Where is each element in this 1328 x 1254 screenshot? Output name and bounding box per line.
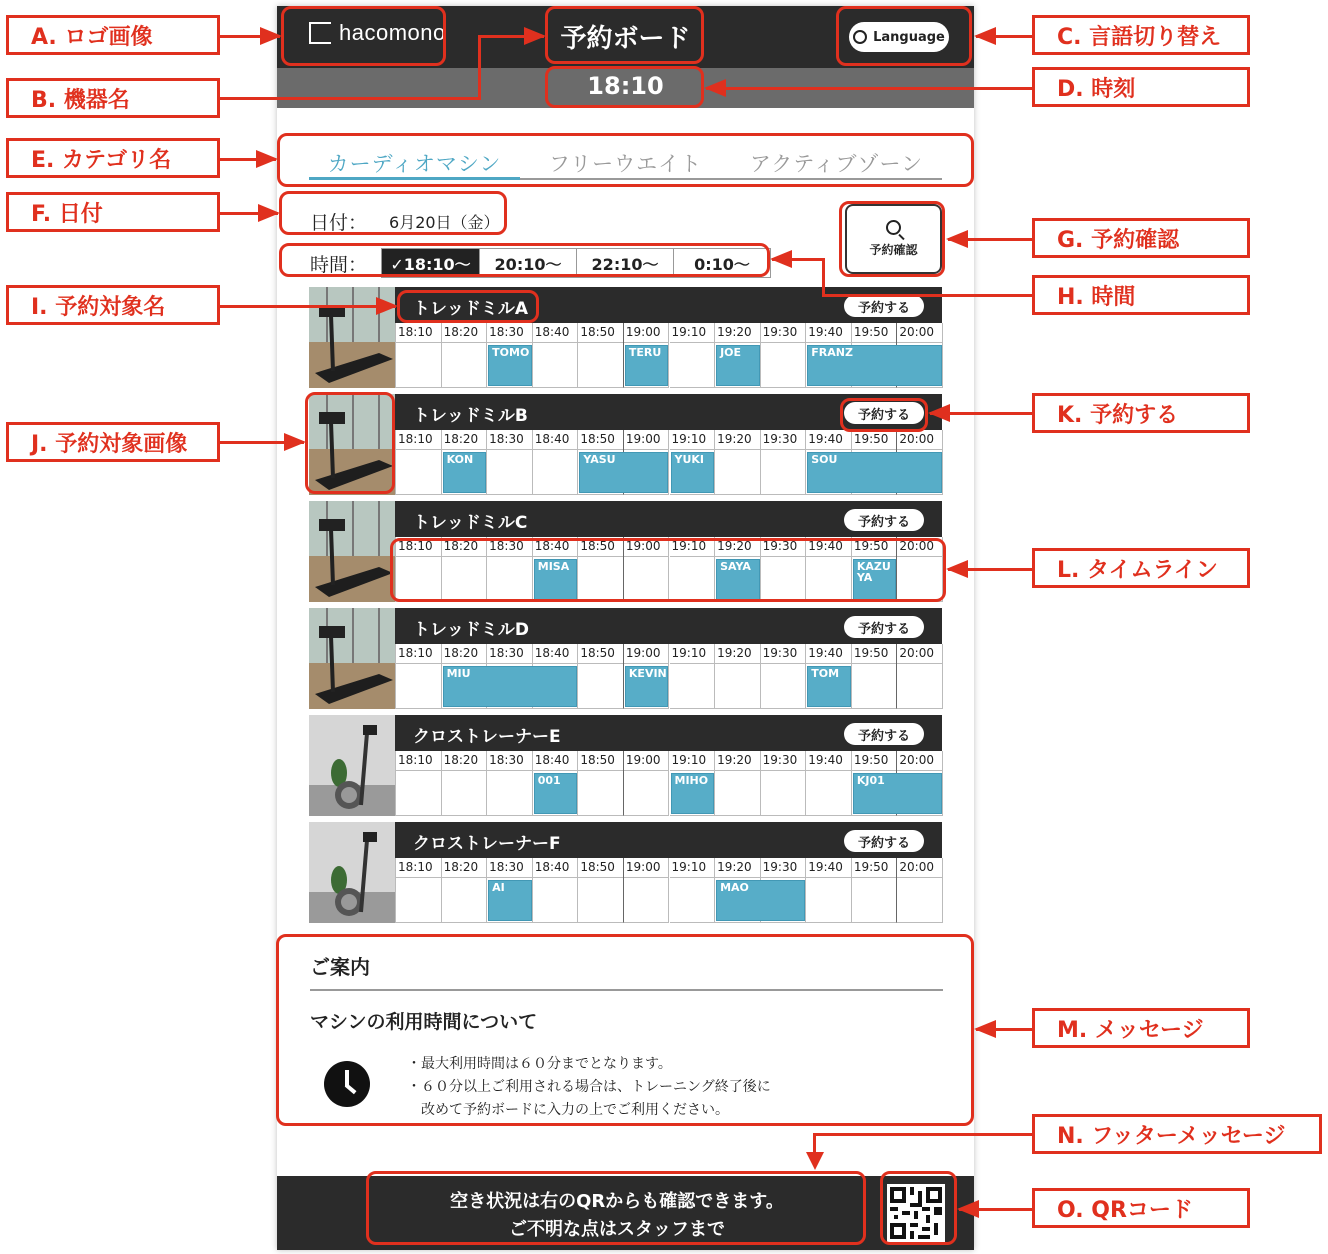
machine-name: トレッドミルA bbox=[413, 299, 528, 319]
notice-line: 改めて予約ボードに入力の上でご利用ください。 bbox=[407, 1102, 729, 1118]
annotation-d: D. 時刻 bbox=[1032, 67, 1250, 107]
machine-header bbox=[395, 501, 942, 537]
footer-line-2: ご不明な点はスタッフまで bbox=[509, 1219, 725, 1240]
booking-block[interactable]: MIHO bbox=[671, 773, 715, 814]
time-slot[interactable] bbox=[670, 644, 716, 709]
arrow-o bbox=[959, 1208, 1032, 1211]
slot-time-label: 19:30 bbox=[762, 432, 798, 446]
time-slot[interactable] bbox=[761, 644, 807, 709]
slot-time-label: 18:50 bbox=[580, 646, 615, 660]
notice-line: ・最大利用時間は６０分までとなります。 bbox=[407, 1056, 672, 1072]
time-filter-label: 時間： bbox=[310, 253, 368, 276]
timeline bbox=[395, 430, 942, 495]
time-option-0010[interactable]: 0:10〜 bbox=[673, 249, 770, 277]
highlight-board-title bbox=[545, 6, 704, 64]
time-slot[interactable] bbox=[715, 751, 761, 816]
time-slot[interactable] bbox=[442, 323, 488, 388]
highlight-logo bbox=[281, 6, 446, 66]
annotation-o: O. QRコード bbox=[1032, 1188, 1250, 1228]
time-slot[interactable] bbox=[852, 644, 898, 709]
time-slot[interactable] bbox=[670, 323, 716, 388]
arrow-e bbox=[220, 158, 276, 161]
slot-time-label: 18:30 bbox=[489, 860, 524, 874]
time-slot[interactable] bbox=[578, 751, 624, 816]
slot-time-label: 19:50 bbox=[853, 325, 889, 339]
slot-time-label: 18:10 bbox=[398, 753, 433, 767]
reserve-button[interactable]: 予約する bbox=[844, 616, 924, 638]
slot-time-label: 18:40 bbox=[534, 860, 570, 874]
slot-time-label: 19:00 bbox=[625, 753, 661, 767]
cross-trainer-image bbox=[309, 822, 395, 923]
annotation-j: J. 予約対象画像 bbox=[6, 422, 220, 462]
time-slot[interactable] bbox=[761, 751, 807, 816]
time-slot[interactable] bbox=[396, 751, 442, 816]
booking-block[interactable]: MAO bbox=[716, 880, 805, 921]
slot-time-label: 18:10 bbox=[398, 325, 433, 339]
slot-time-label: 19:50 bbox=[853, 753, 889, 767]
annotation-a: A. ロゴ画像 bbox=[6, 15, 220, 55]
slot-time-label: 20:00 bbox=[899, 432, 934, 446]
reserve-button[interactable]: 予約する bbox=[844, 295, 924, 317]
slot-time-label: 19:20 bbox=[717, 646, 752, 660]
slot-time-label: 18:50 bbox=[580, 753, 615, 767]
slot-time-label: 19:40 bbox=[808, 539, 843, 553]
arrow-b-h bbox=[218, 97, 480, 100]
notice-subtitle: マシンの利用時間について bbox=[310, 1011, 538, 1033]
slot-time-label: 18:20 bbox=[443, 860, 479, 874]
slot-time-label: 19:50 bbox=[853, 646, 889, 660]
slot-time-label: 19:40 bbox=[808, 432, 843, 446]
reserve-button[interactable]: 予約する bbox=[844, 830, 924, 852]
highlight-footer-message bbox=[366, 1171, 866, 1245]
time-slot[interactable] bbox=[578, 323, 624, 388]
reserve-button[interactable]: 予約する bbox=[844, 723, 924, 745]
booking-block[interactable]: KJ01 bbox=[853, 773, 942, 814]
annotation-c: C. 言語切り替え bbox=[1032, 15, 1250, 55]
tab-free-weight[interactable]: フリーウエイト bbox=[548, 152, 703, 176]
time-slot[interactable] bbox=[442, 858, 488, 923]
arrow-n-head bbox=[806, 1152, 824, 1170]
notice-line: ・６０分以上ご利用される場合は、トレーニング終了後に bbox=[407, 1079, 771, 1095]
slot-time-label: 20:00 bbox=[899, 325, 934, 339]
language-label: Language bbox=[873, 29, 945, 45]
highlight-reserve-button bbox=[840, 398, 928, 432]
highlight-machine-image bbox=[305, 392, 395, 494]
board-title: 予約ボード bbox=[560, 24, 691, 54]
slot-time-label: 18:50 bbox=[580, 860, 615, 874]
machine-name: クロストレーナーF bbox=[413, 834, 561, 854]
booking-block[interactable]: TOM bbox=[807, 666, 851, 707]
booking-block[interactable]: 001 bbox=[534, 773, 578, 814]
time-option-2210[interactable]: 22:10〜 bbox=[576, 249, 673, 277]
slot-time-label: 19:30 bbox=[762, 539, 798, 553]
slot-time-label: 20:00 bbox=[899, 539, 934, 553]
arrow-h-h bbox=[822, 294, 1032, 297]
arrow-f bbox=[220, 212, 278, 215]
arrow-g bbox=[948, 238, 1032, 241]
time-slot[interactable] bbox=[624, 858, 670, 923]
slot-time-label: 19:00 bbox=[625, 860, 661, 874]
slot-time-label: 18:10 bbox=[398, 646, 433, 660]
date-label: 日付： bbox=[310, 212, 368, 234]
arrow-c bbox=[976, 35, 1032, 38]
machine-header bbox=[395, 822, 942, 858]
annotation-h: H. 時間 bbox=[1032, 275, 1250, 315]
slot-time-label: 18:10 bbox=[398, 860, 433, 874]
time-option-1810[interactable]: ✓18:10〜 bbox=[382, 249, 479, 277]
slot-time-label: 20:00 bbox=[899, 860, 934, 874]
machine-header bbox=[395, 715, 942, 751]
arrow-h-head bbox=[772, 258, 824, 261]
slot-time-label: 19:20 bbox=[717, 325, 752, 339]
current-time: 18:10 bbox=[587, 72, 664, 100]
time-slot[interactable] bbox=[487, 751, 533, 816]
booking-block[interactable]: MISA bbox=[534, 559, 578, 600]
slot-time-label: 19:40 bbox=[808, 753, 843, 767]
slot-time-label: 18:50 bbox=[580, 325, 615, 339]
slot-time-label: 18:30 bbox=[489, 753, 524, 767]
footer-line-1: 空き状況は右のQRからも確認できます。 bbox=[450, 1191, 784, 1212]
slot-time-label: 19:20 bbox=[717, 432, 752, 446]
reserve-button[interactable]: 予約する bbox=[844, 402, 924, 424]
slot-time-label: 18:40 bbox=[534, 646, 570, 660]
slot-time-label: 19:40 bbox=[808, 325, 843, 339]
highlight-time-filter bbox=[279, 243, 770, 277]
machine-header bbox=[395, 608, 942, 644]
slot-time-label: 19:00 bbox=[625, 325, 661, 339]
slot-time-label: 19:00 bbox=[625, 539, 661, 553]
slot-time-label: 18:20 bbox=[443, 325, 479, 339]
highlight-machine-name bbox=[397, 290, 539, 323]
slot-time-label: 19:00 bbox=[625, 432, 661, 446]
slot-time-label: 18:50 bbox=[580, 539, 615, 553]
machine-name: トレッドミルD bbox=[413, 620, 529, 640]
booking-block[interactable]: MIU bbox=[443, 666, 578, 707]
booking-block[interactable]: YASU bbox=[579, 452, 668, 493]
slot-time-label: 19:30 bbox=[762, 860, 798, 874]
annotation-m: M. メッセージ bbox=[1032, 1008, 1250, 1048]
annotation-b: B. 機器名 bbox=[6, 78, 220, 118]
slot-time-label: 19:10 bbox=[671, 753, 707, 767]
logo-text: hacomono bbox=[339, 20, 446, 45]
slot-time-label: 19:50 bbox=[853, 432, 889, 446]
slot-time-label: 18:20 bbox=[443, 432, 479, 446]
reservation-check-label: 予約確認 bbox=[869, 243, 918, 257]
machine-name: トレッドミルB bbox=[413, 406, 528, 426]
timeline bbox=[395, 751, 942, 816]
time-slot[interactable] bbox=[396, 323, 442, 388]
slot-time-label: 19:00 bbox=[625, 646, 661, 660]
slot-time-label: 18:30 bbox=[489, 432, 524, 446]
slot-time-label: 18:40 bbox=[534, 753, 570, 767]
notice-title: ご案内 bbox=[310, 955, 370, 979]
machine-name: トレッドミルC bbox=[413, 513, 528, 533]
slot-time-label: 19:10 bbox=[671, 646, 707, 660]
booking-block[interactable]: TOMO bbox=[488, 345, 532, 386]
slot-time-label: 19:20 bbox=[717, 860, 752, 874]
arrow-a bbox=[220, 35, 280, 38]
time-slot[interactable] bbox=[396, 644, 442, 709]
slot-time-label: 18:50 bbox=[580, 432, 615, 446]
slot-time-label: 19:30 bbox=[762, 646, 798, 660]
tab-cardio[interactable]: カーディオマシン bbox=[309, 148, 520, 180]
slot-time-label: 18:10 bbox=[398, 539, 433, 553]
booking-block[interactable]: KON bbox=[443, 452, 487, 493]
cross-trainer-image bbox=[309, 715, 395, 816]
slot-time-label: 18:30 bbox=[489, 646, 524, 660]
slot-time-label: 18:20 bbox=[443, 539, 479, 553]
date-value: 6月20日（金） bbox=[389, 213, 500, 232]
time-slot[interactable] bbox=[761, 430, 807, 495]
slot-time-label: 19:40 bbox=[808, 646, 843, 660]
timeline bbox=[395, 323, 942, 388]
slot-time-label: 18:20 bbox=[443, 753, 479, 767]
time-slot[interactable] bbox=[806, 858, 852, 923]
time-option-2010[interactable]: 20:10〜 bbox=[479, 249, 576, 277]
highlight-time bbox=[545, 66, 704, 108]
slot-time-label: 18:10 bbox=[398, 432, 433, 446]
slot-time-label: 20:00 bbox=[899, 753, 934, 767]
booking-block[interactable]: JOE bbox=[716, 345, 760, 386]
time-slot[interactable] bbox=[396, 858, 442, 923]
booking-block[interactable]: KEVIN bbox=[625, 666, 669, 707]
booking-block[interactable]: TERU bbox=[625, 345, 669, 386]
annotation-g: G. 予約確認 bbox=[1032, 218, 1250, 258]
time-slot[interactable] bbox=[533, 858, 579, 923]
reserve-button[interactable]: 予約する bbox=[844, 509, 924, 531]
annotation-e: E. カテゴリ名 bbox=[6, 138, 220, 178]
booking-block[interactable]: KAZU YA bbox=[853, 559, 897, 600]
time-slot[interactable] bbox=[442, 751, 488, 816]
slot-time-label: 19:10 bbox=[671, 432, 707, 446]
treadmill-image bbox=[309, 501, 395, 602]
time-slot[interactable] bbox=[578, 644, 624, 709]
annotation-k: K. 予約する bbox=[1032, 393, 1250, 433]
slot-time-label: 18:40 bbox=[534, 432, 570, 446]
highlight-qr bbox=[880, 1171, 957, 1245]
highlight-notice bbox=[276, 934, 974, 1126]
arrow-n-h bbox=[815, 1133, 1032, 1136]
time-slot[interactable] bbox=[852, 858, 898, 923]
time-slot[interactable] bbox=[533, 430, 579, 495]
time-slot[interactable] bbox=[897, 858, 943, 923]
time-slot[interactable] bbox=[897, 644, 943, 709]
timeline bbox=[395, 644, 942, 709]
slot-time-label: 18:40 bbox=[534, 325, 570, 339]
annotation-n: N. フッターメッセージ bbox=[1032, 1114, 1322, 1154]
slot-time-label: 19:30 bbox=[762, 753, 798, 767]
annotation-l: L. タイムライン bbox=[1032, 548, 1250, 588]
highlight-categories bbox=[277, 133, 974, 187]
slot-time-label: 19:50 bbox=[853, 539, 889, 553]
arrow-d bbox=[706, 87, 1032, 90]
slot-time-label: 20:00 bbox=[899, 646, 934, 660]
booking-block[interactable]: FRANZ bbox=[807, 345, 942, 386]
booking-block[interactable]: YUKI bbox=[671, 452, 715, 493]
timeline bbox=[395, 858, 942, 923]
arrow-l bbox=[948, 568, 1032, 571]
highlight-date bbox=[279, 191, 507, 235]
time-slot[interactable] bbox=[806, 751, 852, 816]
machine-row bbox=[309, 608, 942, 709]
slot-time-label: 18:40 bbox=[534, 539, 570, 553]
booking-block[interactable]: SAYA bbox=[716, 559, 760, 600]
time-slot[interactable] bbox=[670, 858, 716, 923]
time-slot[interactable] bbox=[396, 430, 442, 495]
time-slot[interactable] bbox=[761, 323, 807, 388]
arrow-k bbox=[930, 412, 1032, 415]
annotation-i: I. 予約対象名 bbox=[6, 285, 220, 325]
time-slot[interactable] bbox=[533, 323, 579, 388]
highlight-language bbox=[836, 6, 972, 66]
tab-active-zone[interactable]: アクティブゾーン bbox=[749, 152, 924, 176]
annotation-f: F. 日付 bbox=[6, 192, 220, 232]
highlight-reservation-check bbox=[839, 201, 945, 277]
booking-block[interactable]: SOU bbox=[807, 452, 942, 493]
slot-time-label: 19:10 bbox=[671, 860, 707, 874]
machine-row bbox=[309, 822, 942, 923]
slot-time-label: 18:20 bbox=[443, 646, 479, 660]
time-slot[interactable] bbox=[715, 644, 761, 709]
slot-time-label: 18:30 bbox=[489, 325, 524, 339]
arrow-b-v bbox=[478, 36, 481, 100]
time-slot[interactable] bbox=[715, 430, 761, 495]
slot-time-label: 18:30 bbox=[489, 539, 524, 553]
time-slot[interactable] bbox=[578, 858, 624, 923]
slot-time-label: 19:20 bbox=[717, 753, 752, 767]
machine-name: クロストレーナーE bbox=[413, 727, 561, 747]
arrow-b-head bbox=[478, 35, 544, 38]
slot-time-label: 19:50 bbox=[853, 860, 889, 874]
time-slot[interactable] bbox=[624, 751, 670, 816]
arrow-m bbox=[976, 1028, 1032, 1031]
treadmill-image bbox=[309, 608, 395, 709]
highlight-timeline bbox=[390, 538, 946, 602]
slot-time-label: 19:20 bbox=[717, 539, 752, 553]
slot-time-label: 19:30 bbox=[762, 325, 798, 339]
slot-time-label: 19:10 bbox=[671, 325, 707, 339]
arrow-i bbox=[220, 305, 396, 308]
time-slot[interactable] bbox=[487, 430, 533, 495]
booking-block[interactable]: AI bbox=[488, 880, 532, 921]
machine-row bbox=[309, 715, 942, 816]
arrow-j bbox=[220, 441, 304, 444]
arrow-h-v bbox=[822, 258, 825, 296]
slot-time-label: 19:10 bbox=[671, 539, 707, 553]
slot-time-label: 19:40 bbox=[808, 860, 843, 874]
